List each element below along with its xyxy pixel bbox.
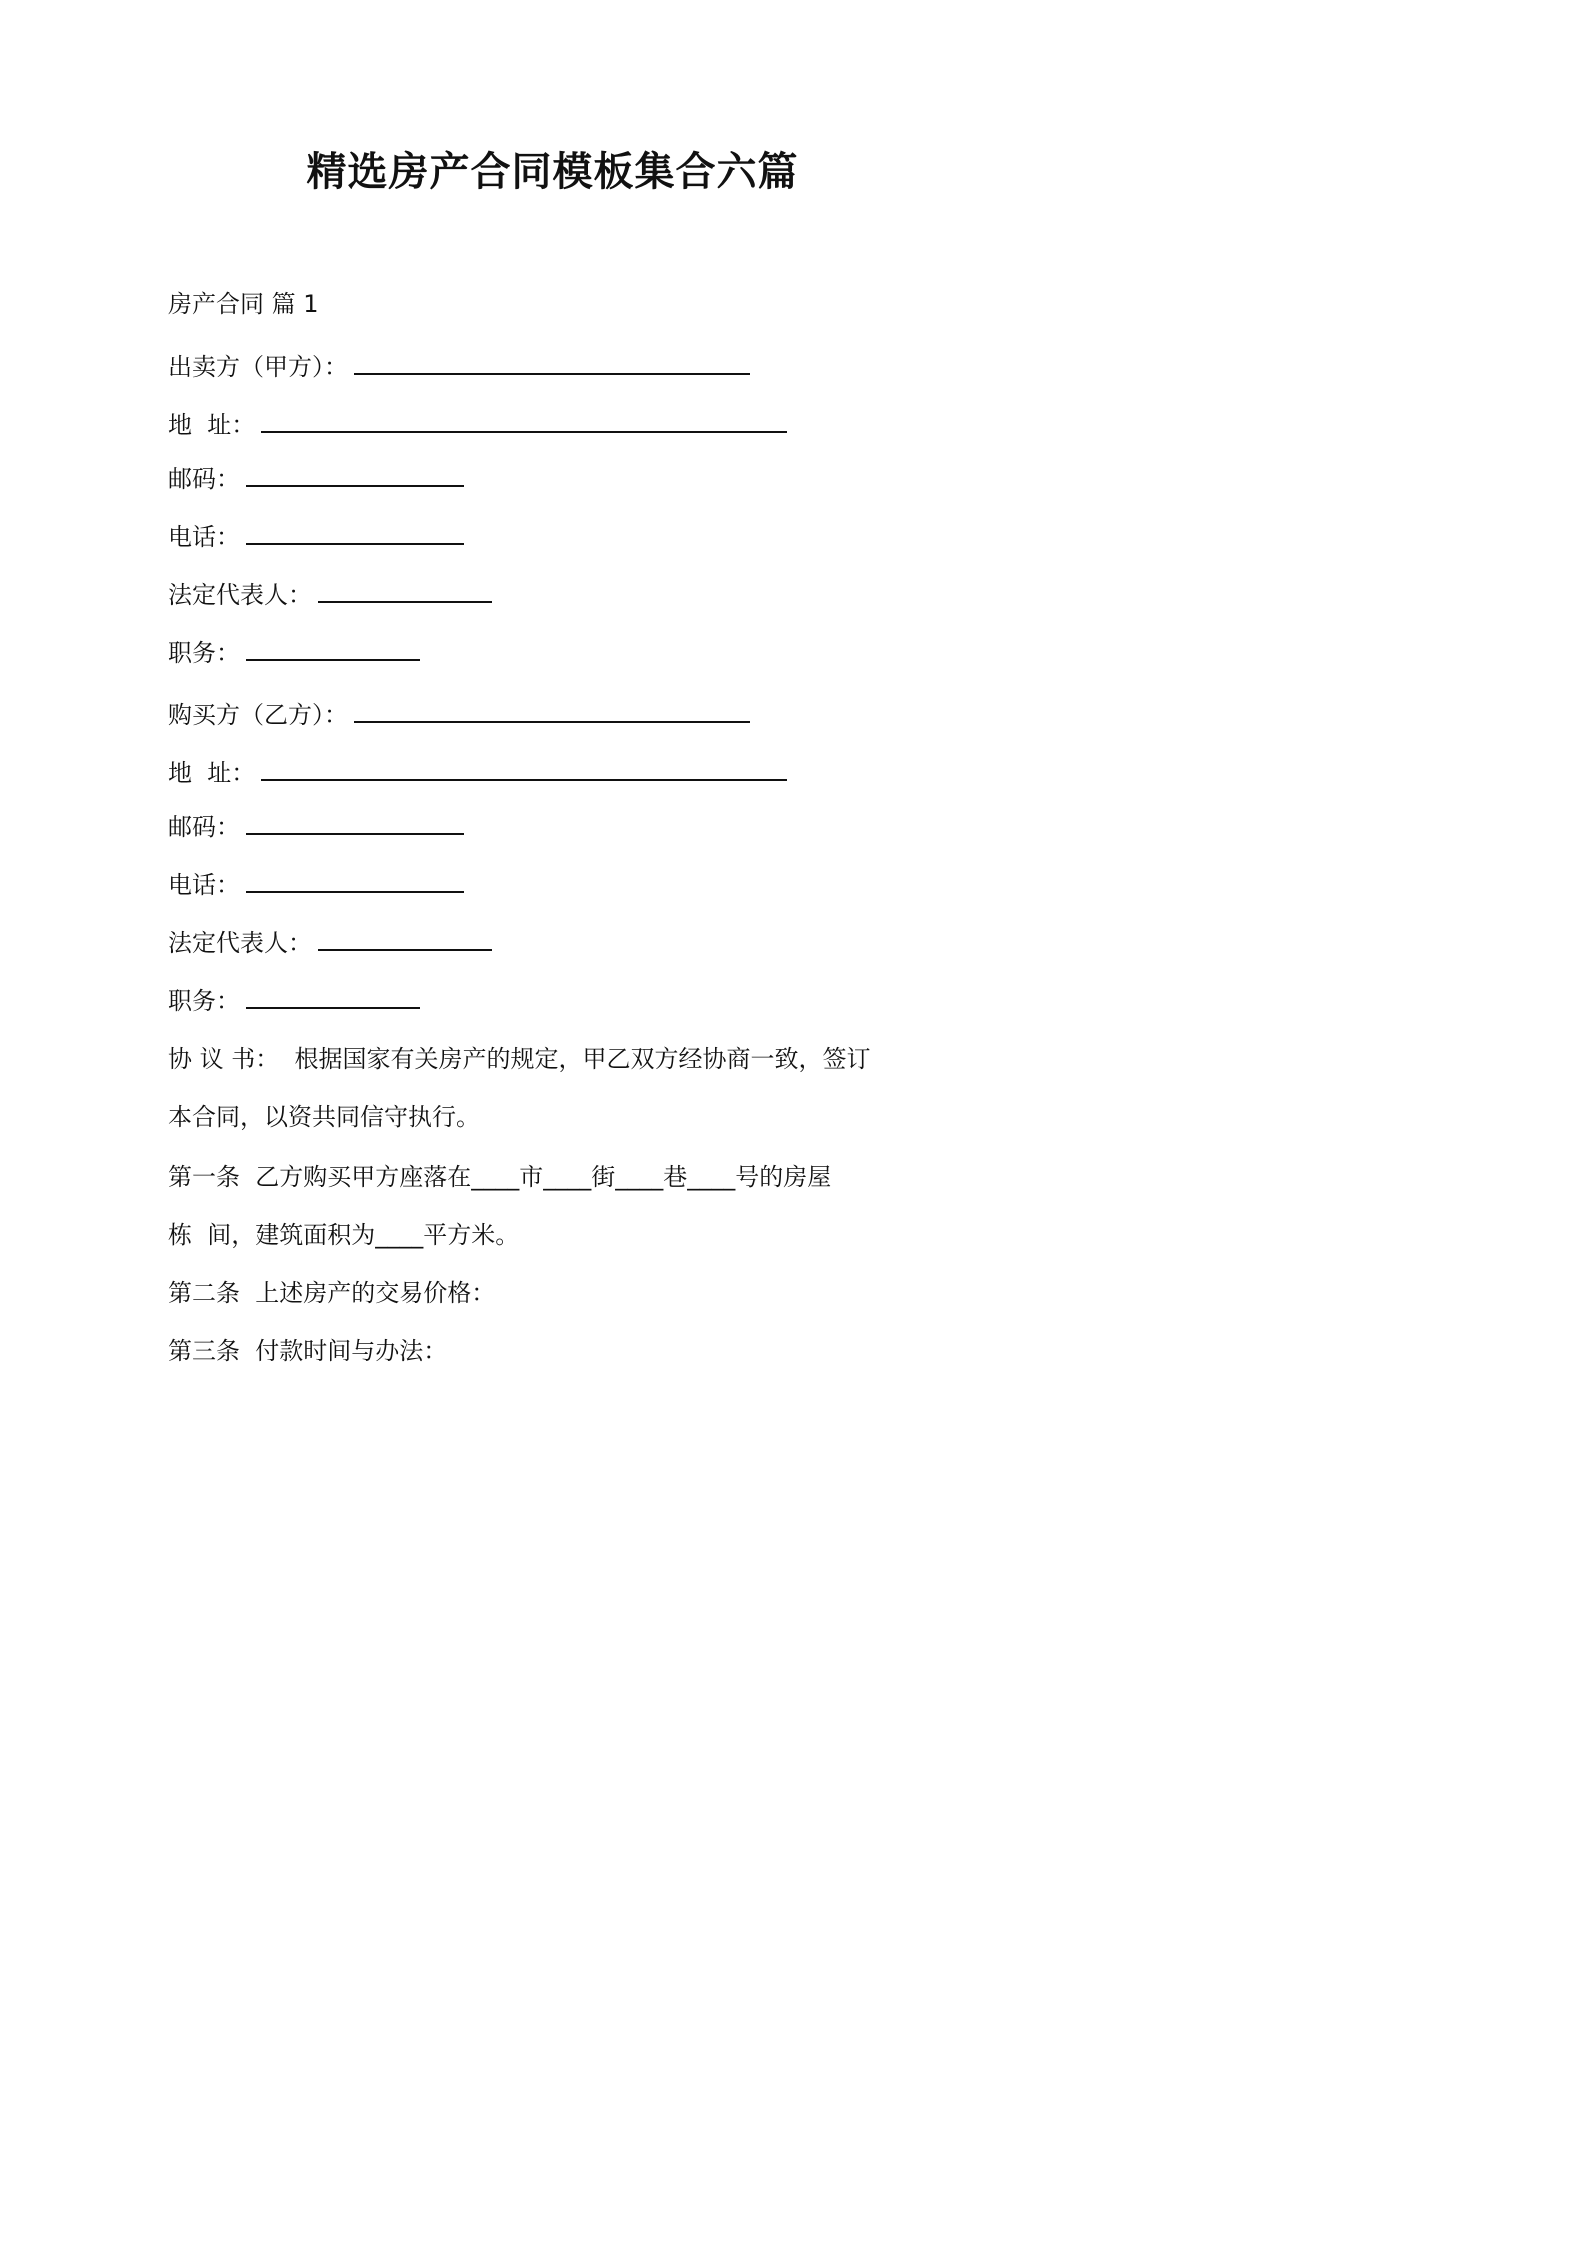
seller-position-blank [246,637,420,661]
document-page [0,0,1105,1563]
seller-address-field [168,408,787,442]
agreement-paragraph-line-2: 本合同，以资共同信守执行。 [168,1103,480,1131]
article-3: 第三条 付款时间与办法： [168,1337,448,1365]
agreement-paragraph-line-1: 协 议 书： 根据国家有关房产的规定，甲乙双方经协商一致，签订 [168,1045,871,1073]
buyer-party-label: 购买方（乙方）： [168,701,348,729]
buyer-address-blank [261,757,787,781]
article-2: 第二条 上述房产的交易价格： [168,1279,496,1307]
buyer-position-blank [246,985,420,1009]
buyer-party-blank [354,699,750,723]
buyer-postcode-field [168,810,464,844]
seller-phone-field [168,520,464,554]
buyer-legal-rep-field [168,926,492,960]
seller-party-label: 出卖方（甲方）： [168,353,348,381]
seller-address-label: 地 址： [168,411,256,439]
seller-postcode-label: 邮码： [168,465,240,493]
buyer-party-field [168,698,750,732]
article-1-line-2: 栋 间，建筑面积为____平方米。 [168,1221,520,1249]
buyer-phone-blank [246,869,464,893]
buyer-position-field [168,984,420,1018]
seller-legal-rep-field [168,578,492,612]
seller-party-field [168,350,750,384]
article-1-line-1: 第一条 乙方购买甲方座落在____市____街____巷____号的房屋 [168,1163,832,1191]
seller-party-blank [354,351,750,375]
buyer-legal-rep-blank [318,927,492,951]
seller-phone-blank [246,521,464,545]
buyer-phone-field [168,868,464,902]
buyer-legal-rep-label: 法定代表人： [168,929,312,957]
document-title: 精选房产合同模板集合六篇 [306,149,799,195]
buyer-address-field [168,756,787,790]
seller-legal-rep-blank [318,579,492,603]
seller-legal-rep-label: 法定代表人： [168,581,312,609]
seller-postcode-field [168,462,464,496]
seller-position-label: 职务： [168,639,240,667]
buyer-postcode-blank [246,811,464,835]
buyer-phone-label: 电话： [168,871,240,899]
section-heading: 房产合同 篇 1 [168,290,319,318]
buyer-postcode-label: 邮码： [168,813,240,841]
seller-position-field [168,636,420,670]
seller-address-blank [261,409,787,433]
seller-postcode-blank [246,463,464,487]
buyer-address-label: 地 址： [168,759,256,787]
buyer-position-label: 职务： [168,987,240,1015]
seller-phone-label: 电话： [168,523,240,551]
